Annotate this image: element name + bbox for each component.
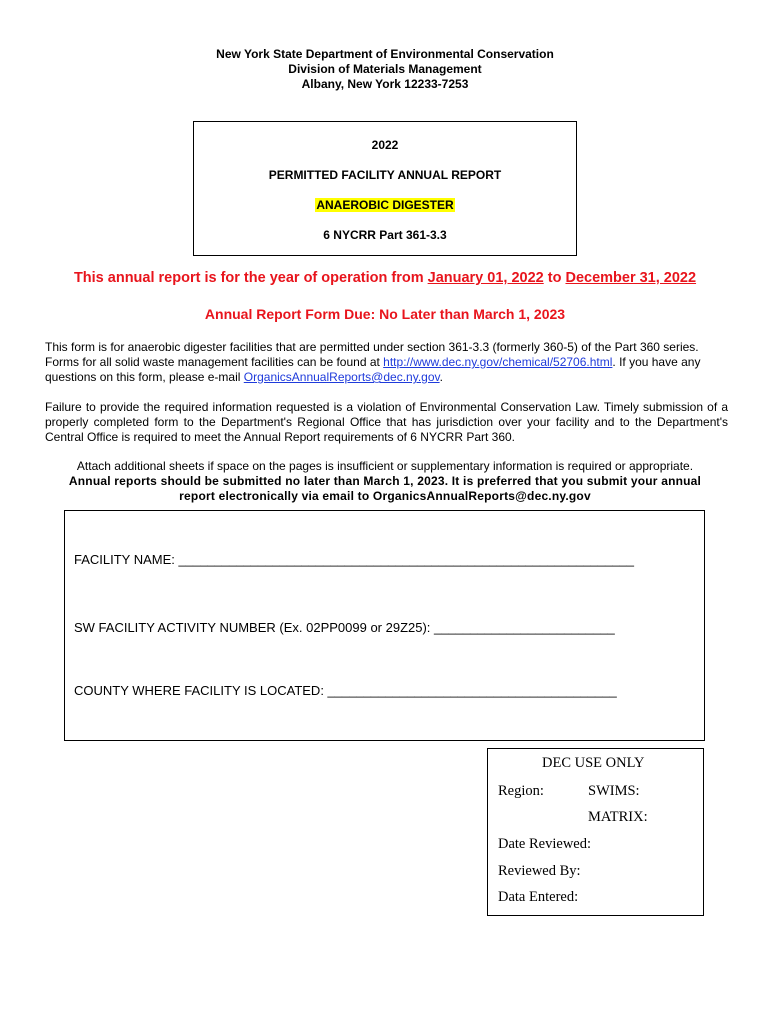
- agency-header: [0, 47, 770, 92]
- activity-number-field[interactable]: SW FACILITY ACTIVITY NUMBER (Ex. 02PP0099 or 29Z25): _________________________: [74, 620, 615, 635]
- facility-name-field[interactable]: FACILITY NAME: _______________________________________________________________: [74, 552, 634, 567]
- dec-use-only-box: [487, 748, 704, 916]
- facility-type-line: [194, 198, 576, 212]
- county-field[interactable]: COUNTY WHERE FACILITY IS LOCATED: ________________________________________: [74, 683, 617, 698]
- intro-end: .: [439, 370, 443, 384]
- reviewed-by-label: Reviewed By:: [498, 863, 581, 879]
- facility-info-box: [64, 510, 705, 741]
- header-division: Division of Materials Management: [288, 62, 482, 76]
- dec-use-title: DEC USE ONLY: [542, 755, 645, 771]
- report-title: PERMITTED FACILITY ANNUAL REPORT: [268, 168, 502, 182]
- regulation-citation: 6 NYCRR Part 361-3.3: [323, 228, 447, 242]
- forms-link[interactable]: http://www.dec.ny.gov/chemical/52706.html: [383, 355, 613, 369]
- period-start-date: January 01, 2022: [427, 270, 544, 286]
- attach-sheets-text: Attach additional sheets if space on the pages is insufficient or supplementary information is required or appropriate.: [76, 459, 694, 473]
- report-year: 2022: [371, 138, 399, 152]
- report-period-middle: to: [543, 270, 566, 286]
- header-address: Albany, New York 12233-7253: [301, 77, 469, 91]
- due-date-notice: Annual Report Form Due: No Later than March 1, 2023: [204, 306, 566, 322]
- intro-paragraph: [45, 340, 728, 385]
- report-title-box: [193, 121, 577, 256]
- region-label: Region:: [498, 783, 544, 799]
- report-period-notice: [0, 270, 770, 286]
- email-link[interactable]: OrganicsAnnualReports@dec.ny.gov: [243, 370, 440, 384]
- swims-label: SWIMS:: [588, 783, 640, 799]
- failure-paragraph: Failure to provide the required information requested is a violation of Environmental Conservation Law. Timely submission of a properly completed form to the Department's Regional Office that has jurisdiction over your facility and to the Department's Central Office is required to meet the Annual Report requirements of 6 NYCRR Part 360.: [45, 400, 728, 444]
- period-end-date: December 31, 2022: [565, 270, 697, 286]
- matrix-label: MATRIX:: [588, 809, 648, 825]
- intro-text: This form is for anaerobic digester facilities that are permitted under section 361-3.3 (formerly 360-5) of the Part 360 series. Forms for all solid waste management facilities can be found at: [45, 340, 699, 369]
- facility-type-highlight: ANAEROBIC DIGESTER: [316, 198, 454, 212]
- data-entered-label: Data Entered:: [498, 889, 579, 905]
- header-agency-name: New York State Department of Environmental Conservation: [216, 47, 554, 61]
- submission-deadline-text: Annual reports should be submitted no later than March 1, 2023. It is preferred that you submit your annual report electronically via email to OrganicsAnnualReports@dec.ny.gov: [68, 474, 702, 503]
- report-period-prefix: This annual report is for the year of operation from: [73, 270, 428, 286]
- date-reviewed-label: Date Reviewed:: [498, 836, 592, 852]
- attach-instructions: [40, 459, 730, 504]
- intro-contact-text: . If you have any questions on this form, please e-mail: [45, 355, 701, 384]
